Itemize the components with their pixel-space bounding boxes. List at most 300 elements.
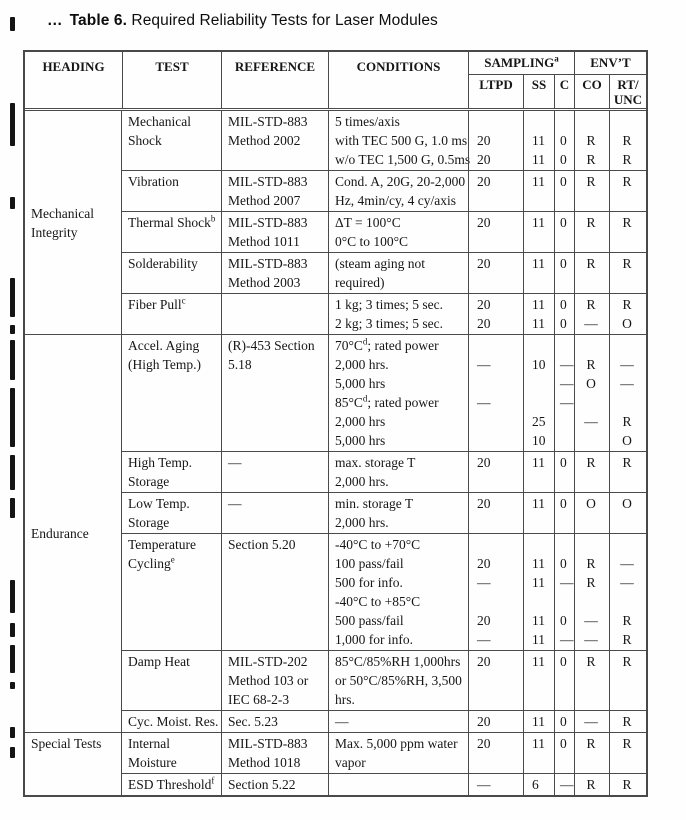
section-heading-cell [25,733,122,795]
c-cell [554,493,574,533]
text-line: R [586,736,596,751]
ltpd-cell [468,651,523,710]
change-bar [10,455,15,490]
text-line: ESD Threshold$^f$ [128,775,215,792]
text-line [532,393,552,412]
text-line: 20 [477,654,491,669]
text-line: Accel. Aging [128,338,200,353]
table-body [25,111,646,795]
ltpd-cell [468,534,523,650]
text-line [532,336,552,355]
text-line: 11 [532,736,545,751]
text-line: required) [335,275,385,290]
ltpd-cell [468,171,523,211]
reference-cell [221,171,328,211]
co-cell [574,253,609,293]
test-cell [122,335,221,451]
text-line [560,412,572,431]
test-cell [122,294,221,334]
conditions-cell [328,253,468,293]
text-line: 20 [477,736,491,751]
text-line: Damp Heat [128,654,190,669]
text-line: Storage [128,474,170,489]
text-line [228,592,326,611]
change-bar [10,580,15,613]
text-line: 20 [477,613,491,628]
text-line [575,472,607,491]
column-header-heading: HEADING [42,59,105,74]
reference-cell [221,111,328,170]
text-line: Section 5.20 [228,537,296,552]
text-line: 11 [532,256,545,271]
text-line: Thermal Shock$^b$ [128,213,216,230]
change-bar [10,747,15,758]
text-line: MIL-STD-883 [228,114,308,129]
text-line: R [622,152,632,167]
text-line: 2,000 hrs. [335,515,389,530]
text-line [477,690,521,709]
text-line: 5 times/axis [335,114,400,129]
text-line: R [622,613,632,628]
text-line [128,412,219,431]
test-cell [122,253,221,293]
text-line [477,535,521,554]
section-heading-label: Mechanical Integrity [31,205,94,240]
text-line: MIL-STD-883 [228,215,308,230]
text-line: Section 5.22 [228,777,296,792]
table-row [122,293,646,334]
table-row [122,650,646,710]
c-cell [554,534,574,650]
text-line [610,690,644,709]
table-row [122,211,646,252]
column-header-ltpd [468,74,523,108]
conditions-cell [328,733,468,773]
reference-cell [221,534,328,650]
text-line: 0 [560,152,567,167]
text-line: 0 [560,556,567,571]
text-line [128,592,219,611]
text-line [575,535,607,554]
text-line: R [622,256,632,271]
ss-cell [523,651,554,710]
test-cell [122,493,221,533]
text-line: R [586,215,596,230]
text-line: w/o TEC 1,500 G, 0.5ms [335,152,471,167]
text-line [560,535,572,554]
text-line: 20 [477,215,491,230]
text-line [575,191,607,210]
c-cell [554,452,574,492]
text-line: 20 [477,152,491,167]
text-line: R [622,632,632,647]
text-line [228,513,326,532]
conditions-cell [328,452,468,492]
text-line [575,273,607,292]
test-cell [122,452,221,492]
text-line: 10 [532,357,546,372]
text-line: 2 kg; 3 times; 5 sec. [335,316,443,331]
text-line [532,535,552,554]
text-line [575,690,607,709]
reference-cell [221,452,328,492]
section-heading-label: Endurance [31,526,89,541]
text-line [560,513,572,532]
conditions-cell [328,294,468,334]
text-line: 1 kg; 3 times; 5 sec. [335,297,443,312]
text-line: R [586,455,596,470]
section-rows [122,733,646,795]
text-line [575,232,607,251]
text-line: Mechanical [128,114,191,129]
text-line [575,336,607,355]
reference-cell [221,253,328,293]
text-line: R [586,357,596,372]
text-line [560,336,572,355]
text-line: Internal [128,736,170,751]
text-line: (steam aging not [335,256,425,271]
section-heading-label: Special Tests [31,736,102,751]
text-line [610,273,644,292]
text-line [128,393,219,412]
header-line: RT/ [617,77,639,92]
text-line [128,611,219,630]
text-line: 20 [477,714,491,729]
text-line: Method 1018 [228,755,301,770]
reference-cell [221,212,328,252]
text-line: O [622,316,632,331]
text-line [560,112,572,131]
text-line: — [584,714,598,729]
rt-unc-cell [609,253,646,293]
reference-cell [221,294,328,334]
section [25,732,646,795]
text-line: R [586,174,596,189]
text-line: 11 [532,152,545,167]
text-line [128,191,219,210]
text-line [228,374,326,393]
text-line: 20 [477,455,491,470]
table-row [122,451,646,492]
change-bar [10,197,15,209]
text-line: 0 [560,316,567,331]
text-line: 11 [532,575,545,590]
text-line: R [622,297,632,312]
text-line [128,273,219,292]
text-line: Method 2003 [228,275,301,290]
text-line [610,753,644,772]
text-line: — [228,496,242,511]
text-line: min. storage T [335,496,414,511]
section-heading-cell [25,335,122,732]
text-line: 20 [477,256,491,271]
test-cell [122,651,221,710]
text-line: 2,000 hrs [335,414,386,429]
text-line [560,690,572,709]
text-line [575,112,607,131]
text-line: Sec. 5.23 [228,714,278,729]
text-line: — [477,357,491,372]
text-line [335,775,466,794]
text-line [560,671,572,690]
rt-unc-cell [609,651,646,710]
ltpd-cell [468,774,523,795]
column-header-envt: ENV’T [574,52,646,74]
text-line: 11 [532,496,545,511]
text-line [560,472,572,491]
section [25,334,646,732]
text-line [477,592,521,611]
text-line [610,671,644,690]
change-bar [10,682,15,689]
text-line: 11 [532,556,545,571]
text-line [228,393,326,412]
ltpd-cell [468,335,523,451]
table-row [122,773,646,795]
text-line [575,393,607,412]
text-line: 11 [532,133,545,148]
text-line: R [586,256,596,271]
ss-cell [523,212,554,252]
text-line: 1,000 for info. [335,632,413,647]
text-line [532,472,552,491]
c-cell [554,171,574,211]
text-line [575,671,607,690]
test-cell [122,534,221,650]
text-line: R [586,556,596,571]
text-line: 11 [532,316,545,331]
text-line [532,513,552,532]
table-row [122,533,646,650]
text-line: MIL-STD-883 [228,174,308,189]
text-line [128,630,219,649]
text-line [610,592,644,611]
text-line: Method 2002 [228,133,301,148]
text-line [477,232,521,251]
text-line: R [622,414,632,429]
text-line: O [586,376,596,391]
text-line: O [622,433,632,448]
section-rows [122,111,646,334]
text-line: — [584,316,598,331]
text-line: — [560,575,574,590]
text-line: 11 [532,174,545,189]
text-line [228,295,326,314]
text-line: with TEC 500 G, 1.0 ms [335,133,468,148]
text-line: 0 [560,455,567,470]
c-cell [554,294,574,334]
text-line: 11 [532,632,545,647]
text-line [128,431,219,450]
table-row [122,111,646,170]
text-line: 20 [477,556,491,571]
conditions-cell [328,493,468,533]
conditions-cell [328,534,468,650]
text-line [575,431,607,450]
text-line: — [620,575,634,590]
rt-unc-cell [609,452,646,492]
text-line [560,273,572,292]
text-line: 0 [560,215,567,230]
text-line [560,753,572,772]
text-line: — [560,632,574,647]
column-header-c [554,74,574,108]
text-line [532,592,552,611]
test-cell [122,171,221,211]
text-line: High Temp. [128,455,193,470]
text-line: IEC 68-2-3 [228,692,290,707]
text-line: — [560,395,574,410]
text-line: -40°C to +70°C [335,537,421,552]
text-line [477,112,521,131]
text-line: — [620,376,634,391]
text-line [228,472,326,491]
text-line: — [620,357,634,372]
text-line [575,592,607,611]
text-line: — [560,357,574,372]
text-line: R [586,297,596,312]
text-line [610,191,644,210]
text-line [228,573,326,592]
c-cell [554,733,574,773]
text-line [477,336,521,355]
text-line [477,431,521,450]
text-line: Cycling$^e$ [128,554,175,571]
text-line: 0°C to 100°C [335,234,409,249]
text-line [560,191,572,210]
reference-cell [221,651,328,710]
text-line: 2,000 hrs. [335,357,389,372]
co-cell [574,111,609,170]
ss-cell [523,534,554,650]
reference-cell [221,733,328,773]
text-line [532,753,552,772]
header-line: C [559,77,570,92]
text-line [477,753,521,772]
text-line: — [477,632,491,647]
ltpd-cell [468,452,523,492]
rt-unc-cell [609,335,646,451]
text-line: 0 [560,613,567,628]
rt-unc-cell [609,733,646,773]
test-cell [122,774,221,795]
change-bar [10,388,15,447]
ltpd-cell [468,212,523,252]
text-line: 20 [477,174,491,189]
text-line: 0 [560,654,567,669]
reference-cell [221,711,328,732]
rt-unc-cell [609,111,646,170]
text-line: — [477,395,491,410]
c-cell [554,774,574,795]
conditions-cell [328,711,468,732]
text-line: R [586,133,596,148]
text-line [477,273,521,292]
text-line: Shock [128,133,162,148]
text-line: Low Temp. [128,496,190,511]
text-line: 5,000 hrs [335,433,386,448]
text-line [228,630,326,649]
text-line [228,431,326,450]
ss-cell [523,335,554,451]
text-line: R [622,777,632,792]
text-line: R [586,654,596,669]
text-line: Cond. A, 20G, 20-2,000 [335,174,466,189]
caption-ellipsis: … [47,12,63,29]
text-line: Max. 5,000 ppm water [335,736,458,751]
text-line [610,513,644,532]
table-caption [47,12,438,30]
text-line: — [620,556,634,571]
column-header-conditions: CONDITIONS [328,52,468,108]
text-line: — [335,714,349,729]
rt-unc-cell [609,711,646,732]
text-line: 0 [560,736,567,751]
co-cell [574,651,609,710]
ss-cell [523,711,554,732]
change-bar [10,498,15,518]
text-line: R [622,455,632,470]
text-line [610,112,644,131]
table-header [25,52,646,111]
text-line: Method 103 or [228,673,309,688]
text-line: -40°C to +85°C [335,594,421,609]
header-line: CO [582,77,602,92]
text-line: R [622,215,632,230]
co-cell [574,774,609,795]
text-line: 5.18 [228,357,252,372]
change-bar [10,103,15,146]
text-line: 10 [532,433,546,448]
text-line [477,671,521,690]
text-line: R [622,654,632,669]
text-line [532,671,552,690]
co-cell [574,452,609,492]
text-line [477,191,521,210]
header-line: LTPD [479,77,513,92]
text-line: Vibration [128,174,179,189]
text-line [477,513,521,532]
conditions-cell [328,651,468,710]
text-line: 20 [477,316,491,331]
test-cell [122,212,221,252]
text-line [610,393,644,412]
reliability-tests-table [23,50,648,797]
text-line: — [560,777,574,792]
rt-unc-cell [609,171,646,211]
text-line [228,554,326,573]
table-row [122,170,646,211]
text-line: $70^\circ C^d$; rated power [335,336,439,353]
text-line [532,374,552,393]
text-line: 25 [532,414,546,429]
conditions-cell [328,212,468,252]
column-header-sampling: SAMPLING$^a$ [468,52,574,74]
change-bar [10,278,15,317]
text-line: 11 [532,215,545,230]
c-cell [554,111,574,170]
text-line: 0 [560,714,567,729]
change-bar [10,17,15,31]
ltpd-cell [468,711,523,732]
rt-unc-cell [609,774,646,795]
co-cell [574,212,609,252]
co-cell [574,733,609,773]
ss-cell [523,733,554,773]
text-line: R [622,133,632,148]
text-line: 5,000 hrs [335,376,386,391]
change-bar [10,645,15,673]
